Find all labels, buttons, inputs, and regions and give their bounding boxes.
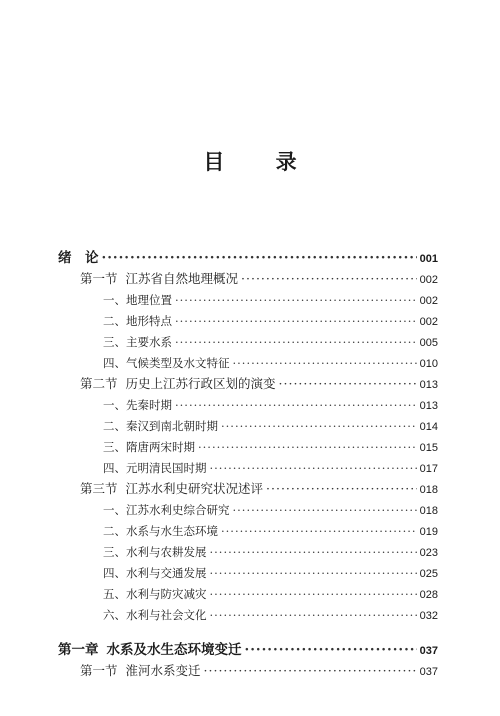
toc-entry-label	[80, 479, 263, 499]
toc-entry-page: 037	[419, 645, 438, 657]
toc-entry-number: 第二节	[80, 376, 118, 391]
dot-leader	[210, 563, 417, 583]
toc-entry-number: 第一节	[80, 271, 118, 286]
toc-entry-page: 015	[419, 442, 438, 454]
toc-entry-text: 三、主要水系	[103, 335, 172, 349]
dot-leader	[210, 605, 417, 625]
toc-entry-label	[103, 458, 207, 478]
dot-leader	[221, 521, 417, 541]
toc-entry[interactable]	[103, 395, 438, 415]
toc-entry-page: 014	[419, 421, 438, 433]
toc-entry[interactable]	[103, 542, 438, 562]
toc-entry[interactable]	[103, 437, 438, 457]
toc-entry-text: 一、地理位置	[103, 293, 172, 307]
toc-entry[interactable]	[80, 479, 438, 499]
toc-entry-number: 第一节	[80, 663, 118, 678]
dot-leader	[233, 500, 417, 520]
dot-leader	[175, 332, 417, 352]
toc-entry[interactable]	[103, 584, 438, 604]
toc-entry-page: 023	[419, 547, 438, 559]
toc-entry-text: 一、先秦时期	[103, 398, 172, 412]
toc-entry-page: 002	[419, 295, 438, 307]
toc-entry-number: 第三节	[80, 481, 118, 496]
dot-leader	[233, 353, 417, 373]
toc-entry-label	[103, 521, 218, 541]
toc-entry-page: 002	[419, 316, 438, 328]
dot-leader	[198, 437, 417, 457]
page-title: 目 录	[203, 149, 319, 174]
toc-entry[interactable]	[80, 661, 438, 681]
toc-entry-text: 四、气候类型及水文特征	[103, 356, 230, 370]
toc-entry-text: 淮河水系变迁	[125, 663, 201, 678]
toc-entry-label	[103, 416, 218, 436]
toc-entry-label	[103, 395, 172, 415]
toc-entry-number: 第一章	[58, 642, 99, 658]
toc-entry-text: 三、水利与农耕发展	[103, 545, 207, 559]
dot-leader	[210, 458, 417, 478]
toc-entry-label	[103, 311, 172, 331]
toc-entry-page: 018	[419, 484, 438, 496]
dot-leader	[245, 640, 417, 660]
toc-entry[interactable]	[103, 311, 438, 331]
toc-entry-text: 二、地形特点	[103, 314, 172, 328]
toc-entry-page: 001	[419, 253, 438, 265]
toc-entry-label	[103, 290, 172, 310]
toc-entry[interactable]	[103, 458, 438, 478]
toc-entry-label	[80, 374, 276, 394]
dot-leader	[175, 311, 417, 331]
toc-entry-text: 六、水利与社会文化	[103, 608, 207, 622]
toc-entry-text: 五、水利与防灾减灾	[103, 587, 207, 601]
dot-leader	[221, 416, 417, 436]
toc-entry[interactable]	[103, 290, 438, 310]
toc-entry-page: 025	[419, 568, 438, 580]
toc-entry-label	[103, 605, 207, 625]
toc-entry-text: 二、水系与水生态环境	[103, 524, 218, 538]
dot-leader	[279, 374, 417, 394]
toc-entry[interactable]	[103, 605, 438, 625]
toc-entry-label	[103, 332, 172, 352]
toc-entry-text: 一、江苏水利史综合研究	[103, 503, 230, 517]
toc-entry-text: 历史上江苏行政区划的演变	[125, 376, 276, 391]
toc-entry[interactable]	[103, 332, 438, 352]
toc-entry-label	[103, 563, 207, 583]
toc-entry-label	[80, 661, 201, 681]
toc-entry-label	[58, 640, 242, 660]
toc-entry-page: 037	[419, 666, 438, 678]
toc-entry-text: 四、元明清民国时期	[103, 461, 207, 475]
toc-entry-label	[103, 542, 207, 562]
toc-entry[interactable]	[103, 353, 438, 373]
toc-entry[interactable]	[103, 563, 438, 583]
toc-entry-page: 005	[419, 337, 438, 349]
dot-leader	[204, 661, 417, 681]
dot-leader	[175, 290, 417, 310]
toc-entry-text: 四、水利与交通发展	[103, 566, 207, 580]
dot-leader	[210, 542, 417, 562]
toc-entry-page: 010	[419, 358, 438, 370]
toc-entry-page: 028	[419, 589, 438, 601]
toc-entry-text: 江苏水利史研究状况述评	[125, 481, 264, 496]
toc-entry-page: 013	[419, 379, 438, 391]
toc-entry[interactable]	[58, 640, 438, 660]
toc-entry-page: 002	[419, 274, 438, 286]
dot-leader	[266, 479, 417, 499]
toc-entry-page: 019	[419, 526, 438, 538]
toc-entry[interactable]	[58, 248, 438, 268]
toc-entry[interactable]	[103, 521, 438, 541]
toc-entry-page: 032	[419, 610, 438, 622]
toc-entry-page: 018	[419, 505, 438, 517]
toc-entry-label	[103, 584, 207, 604]
toc-entry-page: 017	[419, 463, 438, 475]
toc-entry-label	[80, 269, 238, 289]
toc-entry-label	[103, 353, 230, 373]
dot-leader	[102, 248, 417, 268]
toc-entry-label	[103, 437, 195, 457]
dot-leader	[210, 584, 417, 604]
toc-entry[interactable]	[103, 416, 438, 436]
toc-entry-text: 三、隋唐两宋时期	[103, 440, 195, 454]
toc-entry-text: 二、秦汉到南北朝时期	[103, 419, 218, 433]
dot-leader	[241, 269, 417, 289]
toc-entry[interactable]	[103, 500, 438, 520]
toc-entry-label	[58, 248, 99, 268]
toc-entry-label	[103, 500, 230, 520]
toc-entry[interactable]	[80, 374, 438, 394]
toc-entry-text: 水系及水生态环境变迁	[106, 642, 242, 658]
toc-entry-page: 013	[419, 400, 438, 412]
toc-entry-text: 绪 论	[58, 250, 99, 266]
toc-entry[interactable]	[80, 269, 438, 289]
dot-leader	[175, 395, 417, 415]
toc-entry-text: 江苏省自然地理概况	[125, 271, 239, 286]
